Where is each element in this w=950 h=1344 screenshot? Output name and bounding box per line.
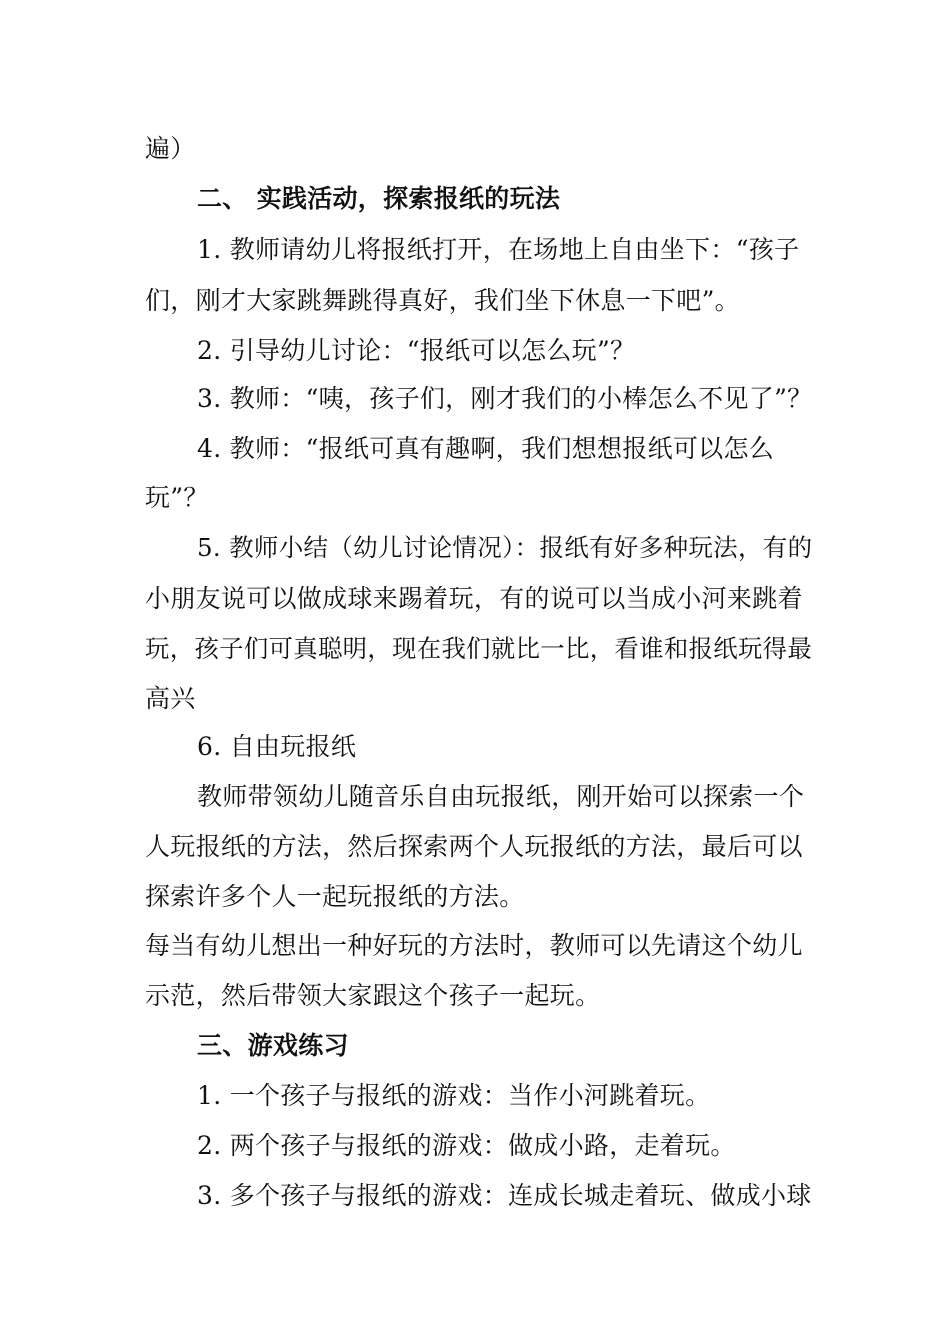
text-line: 2. 两个孩子与报纸的游戏：做成小路，走着玩。: [197, 1131, 736, 1160]
text-line: 探索许多个人一起玩报纸的方法。: [145, 882, 525, 911]
text-line: 高兴: [145, 684, 196, 713]
text-line: 6. 自由玩报纸: [197, 732, 357, 761]
section-heading: 三、游戏练习: [197, 1031, 349, 1060]
text-line: 小朋友说可以做成球来踢着玩，有的说可以当成小河来跳着: [145, 584, 803, 613]
text-line: 们，刚才大家跳舞跳得真好，我们坐下休息一下吧”。: [145, 286, 740, 315]
text-line: 5. 教师小结（幼儿讨论情况）：报纸有好多种玩法，有的: [197, 533, 813, 562]
text-line: 玩”？: [145, 483, 209, 512]
text-line: 每当有幼儿想出一种好玩的方法时，教师可以先请这个幼儿: [145, 931, 803, 960]
text-line: 示范，然后带领大家跟这个孩子一起玩。: [145, 981, 601, 1010]
text-line: 1. 教师请幼儿将报纸打开，在场地上自由坐下：“孩子: [197, 235, 800, 264]
text-line: 2. 引导幼儿讨论：“报纸可以怎么玩”？: [197, 336, 636, 365]
text-line: 1. 一个孩子与报纸的游戏：当作小河跳着玩。: [197, 1081, 711, 1110]
text-line: 3. 多个孩子与报纸的游戏：连成长城走着玩、做成小球: [197, 1181, 812, 1210]
text-line: 人玩报纸的方法，然后探索两个人玩报纸的方法，最后可以: [145, 832, 803, 861]
text-line: 玩，孩子们可真聪明，现在我们就比一比，看谁和报纸玩得最: [145, 634, 813, 663]
text-line: 4. 教师：“报纸可真有趣啊，我们想想报纸可以怎么: [197, 434, 775, 463]
text-line: 遍）: [145, 134, 196, 163]
section-heading: 二、 实践活动，探索报纸的玩法: [197, 184, 561, 213]
text-line: 教师带领幼儿随音乐自由玩报纸，刚开始可以探索一个: [197, 782, 805, 811]
text-line: 3. 教师：“咦，孩子们，刚才我们的小棒怎么不见了”？: [197, 384, 813, 413]
